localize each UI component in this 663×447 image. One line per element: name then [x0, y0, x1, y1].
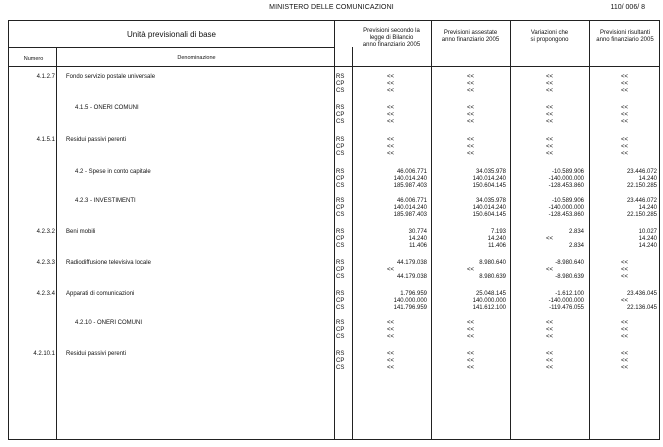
row-number: 4.2.3.3 [36, 260, 55, 266]
row-type-label: CP [336, 176, 345, 182]
cell-value: << [467, 365, 475, 371]
row-denomination: Fondo servizio postale universale [66, 74, 156, 80]
cell-value: -128.453.860 [548, 212, 584, 218]
row-type-labels [336, 137, 352, 158]
cell-c1 [354, 105, 427, 126]
cell-value: -8.980.640 [555, 260, 584, 266]
row-type-labels [336, 260, 352, 281]
cell-c3 [513, 320, 584, 341]
cell-c1 [354, 169, 427, 190]
cell-value: << [387, 74, 395, 80]
cell-value: 23.446.072 [626, 169, 657, 175]
cell-value: << [621, 81, 629, 87]
cell-value: << [387, 119, 395, 125]
row-type-labels [336, 320, 352, 341]
row-type-label: CS [336, 243, 345, 249]
row-number: 4.2.10.1 [33, 351, 55, 357]
table-row [9, 229, 661, 249]
cell-value: << [546, 74, 554, 80]
cell-value: 11.406 [488, 243, 506, 249]
cell-value: << [467, 119, 475, 125]
cell-value: << [546, 358, 554, 364]
cell-value: << [467, 151, 475, 157]
cell-value: << [621, 137, 629, 143]
cell-value: << [467, 334, 475, 340]
row-type-label: CP [336, 205, 345, 211]
cell-value: << [621, 351, 629, 357]
header-previsioni-bilancio: Previsioni secondo la legge di Bilancio anno finanziario 2005 [362, 28, 421, 48]
header-unita-previsionali: Unità previsionali di base [127, 30, 216, 39]
cell-value: << [546, 320, 554, 326]
row-type-label: CS [336, 365, 345, 371]
cell-value: 14.240 [638, 243, 657, 249]
cell-value: 140.014.240 [472, 176, 506, 182]
cell-value: << [621, 151, 629, 157]
cell-value: << [546, 351, 554, 357]
cell-c1 [354, 137, 427, 158]
cell-value: << [467, 88, 475, 94]
cell-value: 1.796.959 [400, 291, 427, 297]
cell-value: 25.048.145 [475, 291, 506, 297]
row-type-label: RS [336, 260, 345, 266]
row-type-label: CS [336, 183, 345, 189]
cell-value: << [546, 334, 554, 340]
cell-c2 [434, 291, 506, 312]
cell-value: -10.589.906 [551, 198, 584, 204]
cell-c4 [591, 260, 657, 281]
row-number: 4.1.5.1 [36, 137, 55, 143]
cell-value: << [546, 119, 554, 125]
cell-c4 [591, 291, 657, 312]
row-type-label: RS [336, 320, 345, 326]
ministry-title: MINISTERO DELLE COMUNICAZIONI [269, 4, 394, 11]
row-type-labels [336, 198, 352, 219]
cell-c4 [591, 105, 657, 126]
row-denomination: 4.2.3 - INVESTIMENTI [75, 198, 136, 204]
cell-value: 30.774 [408, 229, 427, 235]
table-row [9, 291, 661, 311]
cell-value: << [546, 327, 554, 333]
cell-value: 140.014.240 [472, 205, 506, 211]
page-header [0, 4, 663, 16]
cell-value: 14.240 [408, 236, 427, 242]
row-type-labels [336, 291, 352, 312]
row-type-label: CP [336, 358, 345, 364]
cell-value: -1.612.100 [555, 291, 584, 297]
cell-c3 [513, 351, 584, 372]
cell-value: 141.796.959 [393, 305, 427, 311]
cell-value: << [546, 88, 554, 94]
row-type-label: CP [336, 236, 345, 242]
cell-value: << [387, 151, 395, 157]
cell-value: << [546, 144, 554, 150]
cell-value: 150.604.145 [472, 183, 506, 189]
row-type-label: CP [336, 327, 345, 333]
row-type-label: CP [336, 267, 345, 273]
row-denomination: 4.2.10 - ONERI COMUNI [75, 320, 143, 326]
cell-value: 140.014.240 [393, 176, 427, 182]
row-type-label: CS [336, 274, 345, 280]
cell-value: << [621, 144, 629, 150]
cell-value: << [546, 365, 554, 371]
row-type-label: CP [336, 81, 345, 87]
row-type-label: RS [336, 229, 345, 235]
cell-c1 [354, 260, 427, 281]
cell-c4 [591, 198, 657, 219]
table-row [9, 74, 661, 94]
cell-value: 11.406 [409, 243, 427, 249]
row-type-label: CS [336, 334, 345, 340]
row-type-labels [336, 351, 352, 372]
row-type-labels [336, 105, 352, 126]
cell-value: 185.987.403 [393, 212, 427, 218]
cell-value: 14.240 [638, 236, 657, 242]
cell-value: << [387, 81, 395, 87]
row-type-label: RS [336, 291, 345, 297]
cell-value: << [467, 105, 475, 111]
row-type-labels [336, 229, 352, 250]
row-type-labels [336, 169, 352, 190]
cell-value: << [546, 112, 554, 118]
cell-c4 [591, 229, 657, 250]
cell-value: -128.453.860 [548, 183, 584, 189]
cell-value: << [621, 365, 629, 371]
row-denomination: Apparati di comunicazioni [66, 291, 135, 297]
cell-c2 [434, 137, 506, 158]
cell-value: -8.980.639 [555, 274, 584, 280]
cell-value: -10.589.906 [551, 169, 584, 175]
cell-value: 140.000.000 [472, 298, 506, 304]
cell-c3 [513, 229, 584, 250]
cell-value: << [546, 267, 554, 273]
cell-c3 [513, 74, 584, 95]
cell-value: << [621, 327, 629, 333]
row-type-label: RS [336, 137, 345, 143]
cell-value: << [387, 327, 395, 333]
cell-value: << [387, 137, 395, 143]
cell-c2 [434, 320, 506, 341]
cell-value: 23.436.045 [626, 291, 657, 297]
row-type-label: CS [336, 88, 345, 94]
cell-value: << [621, 298, 629, 304]
header-variazioni: Variazioni che si propongono [530, 30, 569, 43]
cell-value: << [467, 81, 475, 87]
cell-value: << [387, 351, 395, 357]
row-type-label: CS [336, 212, 345, 218]
cell-value: << [621, 112, 629, 118]
cell-value: 44.179.038 [396, 260, 427, 266]
cell-value: << [387, 88, 395, 94]
cell-value: << [387, 358, 395, 364]
cell-value: << [387, 105, 395, 111]
row-denomination: 4.1.5 - ONERI COMUNI [75, 105, 139, 111]
cell-value: -140.000.000 [548, 205, 584, 211]
cell-value: -140.000.000 [548, 176, 584, 182]
row-type-label: RS [336, 105, 345, 111]
cell-value: 22.136.045 [626, 305, 657, 311]
row-denomination: Beni mobili [66, 229, 96, 235]
header-numero: Numero [23, 56, 44, 62]
cell-c1 [354, 74, 427, 95]
header-previsioni-risultanti: Previsioni risultanti anno finanziario 2005 [596, 30, 654, 43]
table-row [9, 198, 661, 218]
cell-c3 [513, 260, 584, 281]
cell-value: 150.604.145 [472, 212, 506, 218]
cell-c1 [354, 320, 427, 341]
cell-value: -119.476.055 [549, 305, 584, 311]
row-denomination: 4.2 - Spese in conto capitale [75, 169, 151, 175]
cell-value: 8.980.639 [479, 274, 506, 280]
cell-value: << [546, 151, 554, 157]
cell-c4 [591, 169, 657, 190]
cell-value: << [621, 334, 629, 340]
cell-value: << [387, 320, 395, 326]
page-reference: 110/ 006/ 8 [610, 4, 645, 11]
cell-value: 46.006.771 [396, 169, 427, 175]
cell-value: << [621, 267, 629, 273]
cell-c3 [513, 137, 584, 158]
row-type-label: CP [336, 298, 345, 304]
row-type-labels [336, 74, 352, 95]
cell-value: << [387, 267, 395, 273]
cell-value: << [467, 320, 475, 326]
cell-value: << [546, 137, 554, 143]
cell-value: 140.014.240 [393, 205, 427, 211]
cell-value: << [467, 112, 475, 118]
cell-c1 [354, 351, 427, 372]
header-denominazione: Denominazione [177, 55, 216, 61]
table-row [9, 351, 661, 371]
cell-value: << [467, 327, 475, 333]
table-row [9, 105, 661, 125]
cell-value: << [621, 274, 629, 280]
cell-value: 2.834 [568, 243, 584, 249]
cell-c3 [513, 291, 584, 312]
table-row [9, 320, 661, 340]
row-denomination: Residui passivi perenti [66, 137, 127, 143]
cell-c2 [434, 169, 506, 190]
row-type-label: RS [336, 169, 345, 175]
cell-value: 22.150.285 [626, 212, 657, 218]
table-row [9, 260, 661, 280]
row-type-label: CS [336, 151, 345, 157]
cell-value: << [621, 358, 629, 364]
cell-value: 14.240 [638, 176, 657, 182]
row-number: 4.1.2.7 [36, 74, 55, 80]
cell-value: -140.000.000 [548, 298, 584, 304]
budget-table [8, 20, 660, 440]
cell-c1 [354, 291, 427, 312]
cell-c2 [434, 74, 506, 95]
cell-value: 46.006.771 [396, 198, 427, 204]
cell-c2 [434, 105, 506, 126]
cell-c3 [513, 198, 584, 219]
cell-c2 [434, 198, 506, 219]
cell-c2 [434, 260, 506, 281]
row-type-label: CP [336, 112, 345, 118]
cell-c1 [354, 198, 427, 219]
cell-value: 44.179.038 [396, 274, 427, 280]
row-type-label: CS [336, 305, 345, 311]
table-row [9, 137, 661, 157]
table-row [9, 169, 661, 189]
cell-value: 14.240 [638, 205, 657, 211]
cell-value: 23.446.072 [626, 198, 657, 204]
cell-c2 [434, 351, 506, 372]
cell-value: << [621, 260, 629, 266]
cell-value: << [546, 105, 554, 111]
row-number: 4.2.3.2 [36, 229, 55, 235]
cell-c1 [354, 229, 427, 250]
cell-value: << [467, 144, 475, 150]
cell-value: 34.035.978 [475, 198, 506, 204]
row-number: 4.2.3.4 [36, 291, 55, 297]
cell-value: 22.150.285 [626, 183, 657, 189]
cell-value: 2.834 [568, 229, 584, 235]
cell-value: << [621, 74, 629, 80]
cell-value: 140.000.000 [393, 298, 427, 304]
cell-value: << [546, 236, 554, 242]
cell-c4 [591, 137, 657, 158]
row-type-label: RS [336, 198, 345, 204]
header-previsioni-assestate: Previsioni assestate anno finanziario 2005 [441, 30, 500, 43]
cell-value: 185.987.403 [393, 183, 427, 189]
row-denomination: Radiodiffusione televisiva locale [66, 260, 151, 266]
cell-value: << [387, 334, 395, 340]
cell-value: 8.980.640 [479, 260, 506, 266]
header-divider-lower [9, 66, 659, 67]
cell-value: 34.035.978 [475, 169, 506, 175]
cell-value: << [467, 351, 475, 357]
cell-value: << [387, 365, 395, 371]
cell-value: << [621, 88, 629, 94]
cell-value: << [621, 105, 629, 111]
row-type-label: CS [336, 119, 345, 125]
cell-value: 14.240 [487, 236, 506, 242]
row-denomination: Residui passivi perenti [66, 351, 127, 357]
cell-c2 [434, 229, 506, 250]
cell-c4 [591, 351, 657, 372]
cell-c3 [513, 169, 584, 190]
row-type-label: RS [336, 74, 345, 80]
cell-value: << [387, 144, 395, 150]
row-type-label: RS [336, 351, 345, 357]
header-divider-upper [9, 47, 334, 48]
cell-c4 [591, 74, 657, 95]
cell-value: << [467, 358, 475, 364]
cell-value: 7.193 [490, 229, 506, 235]
cell-value: << [387, 112, 395, 118]
cell-value: << [467, 137, 475, 143]
cell-c4 [591, 320, 657, 341]
cell-value: 141.612.100 [472, 305, 506, 311]
cell-value: << [546, 81, 554, 87]
cell-value: 10.027 [638, 229, 657, 235]
cell-value: << [467, 74, 475, 80]
cell-c3 [513, 105, 584, 126]
cell-value: << [467, 267, 475, 273]
row-type-label: CP [336, 144, 345, 150]
cell-value: << [621, 320, 629, 326]
cell-value: << [621, 119, 629, 125]
